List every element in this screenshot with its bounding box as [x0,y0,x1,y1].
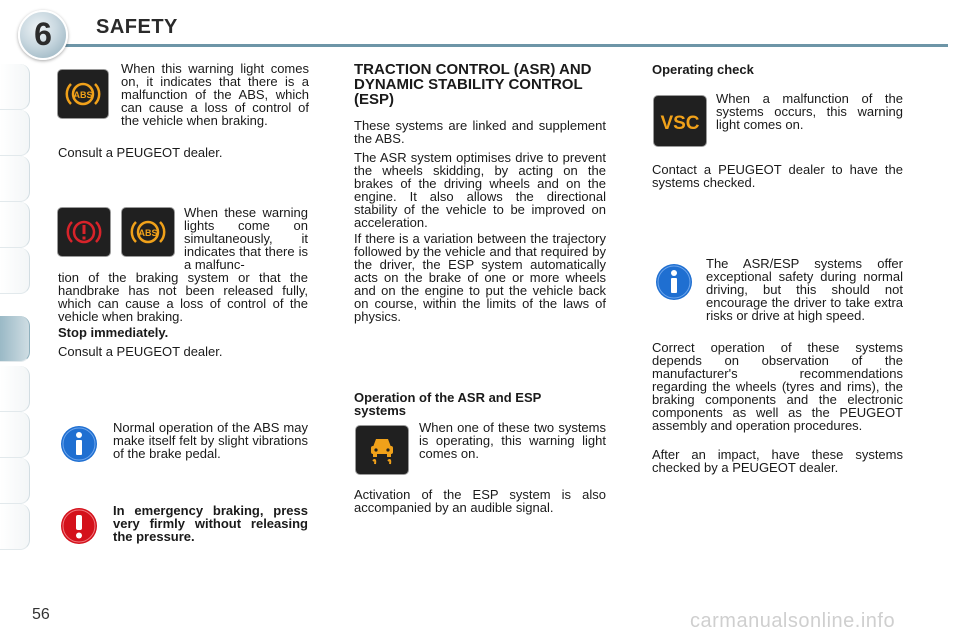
chapter-tab[interactable] [0,412,30,458]
operation-heading: Operation of the ASR and ESP systems [354,390,542,418]
brake-abs-text-full: tion of the braking system or that the handbrake has not been released fully, which can cause a loss of control of the vehicle when braking. [58,270,308,324]
operation-text: When one of these two systems is operating, this warning light comes on. [419,420,606,461]
page-header [0,0,960,52]
chapter-tab[interactable] [0,248,30,294]
info-icon [655,263,693,301]
abs-vibration-note: Normal operation of the ABS may make itself felt by slight vibrations of the brake pedal. [113,420,308,461]
abs-lamp-graphic [127,212,169,252]
correct-operation-text: Correct operation of these systems depends on observation of the manufacturer's recommendations regarding the wheels (tyres and rims), the braking components and the electronic components as well as the PEUGEOT assembly and operation procedures. [652,340,903,433]
exclamation-icon [60,507,98,545]
svg-text:ABS: ABS [138,228,158,238]
vsc-warning-light-icon [654,96,706,146]
vsc-lamp-graphic [658,106,702,136]
brake-lamp-graphic [63,212,105,252]
chapter-tab[interactable] [0,458,30,504]
abs-warning-light-icon [58,70,108,118]
abs-warning-text: When this warning light comes on, it indicates that there is a malfunction of the ABS, which can cause a loss of control of the vehicle when braking. [121,61,309,128]
asr-description: The ASR system optimises drive to prevent the wheels skidding, by acting on the brakes of the driving wheels and on the engine. It also allows the directional stability of the vehicle to be improved on acceleration. [354,150,606,230]
page-number: 56 [32,606,50,623]
chapter-tab[interactable] [0,156,30,202]
chapter-badge [18,10,68,60]
chapter-tab[interactable] [0,110,30,156]
chapter-tab[interactable] [0,366,30,412]
skid-car-graphic [362,430,402,470]
emergency-braking-note: In emergency braking, press very firmly without releasing the pressure. [113,503,308,544]
brake-abs-text-wrapped: When these warning lights come on simultaneously, it indicates that there is a malfunc- [184,205,308,272]
abs-consult-text: Consult a PEUGEOT dealer. [58,145,223,160]
operating-check-text: When a malfunction of the systems occurs, this warning light comes on. [716,91,903,132]
stop-immediately-text: Stop immediately. [58,325,169,340]
watermark: carmanualsonline.info [690,610,896,632]
header-rule [40,44,948,47]
chapter-tabs [0,64,34,576]
after-impact-text: After an impact, have these systems checked by a PEUGEOT dealer. [652,447,903,475]
info-icon [60,425,98,463]
contact-dealer-text: Contact a PEUGEOT dealer to have the systems checked. [652,162,903,190]
traction-control-heading: TRACTION CONTROL (ASR) AND DYNAMIC STABILITY CONTROL (ESP) [354,61,592,108]
svg-text:ABS: ABS [73,90,93,100]
chapter-tab[interactable] [0,202,30,248]
systems-linked-text: These systems are linked and supplement the ABS. [354,118,606,146]
vsc-label: VSC [660,113,700,134]
brake-consult-text: Consult a PEUGEOT dealer. [58,344,223,359]
operating-check-heading: Operating check [652,62,754,77]
chapter-number: 6 [34,16,52,53]
abs-warning-light-icon [122,208,174,256]
audible-signal-text: Activation of the ESP system is also accompanied by an audible signal. [354,487,606,515]
brake-warning-light-icon [58,208,110,256]
chapter-tab[interactable] [0,64,30,110]
chapter-tab[interactable] [0,504,30,550]
esp-skid-car-icon [356,426,408,474]
esp-description: If there is a variation between the trajectory followed by the vehicle and that required by the driver, the ESP system automatically acts on the brake of one or more wheels and on the engine to put the vehicle back on course, within the limits of the laws of physics. [354,231,606,324]
chapter-tab-active[interactable] [0,316,30,362]
section-title: SAFETY [96,16,178,38]
abs-lamp-graphic [63,74,103,114]
asr-esp-safety-note: The ASR/ESP systems offer exceptional safety during normal driving, but this should not encourage the driver to take extra risks or drive at high speed. [706,256,903,323]
